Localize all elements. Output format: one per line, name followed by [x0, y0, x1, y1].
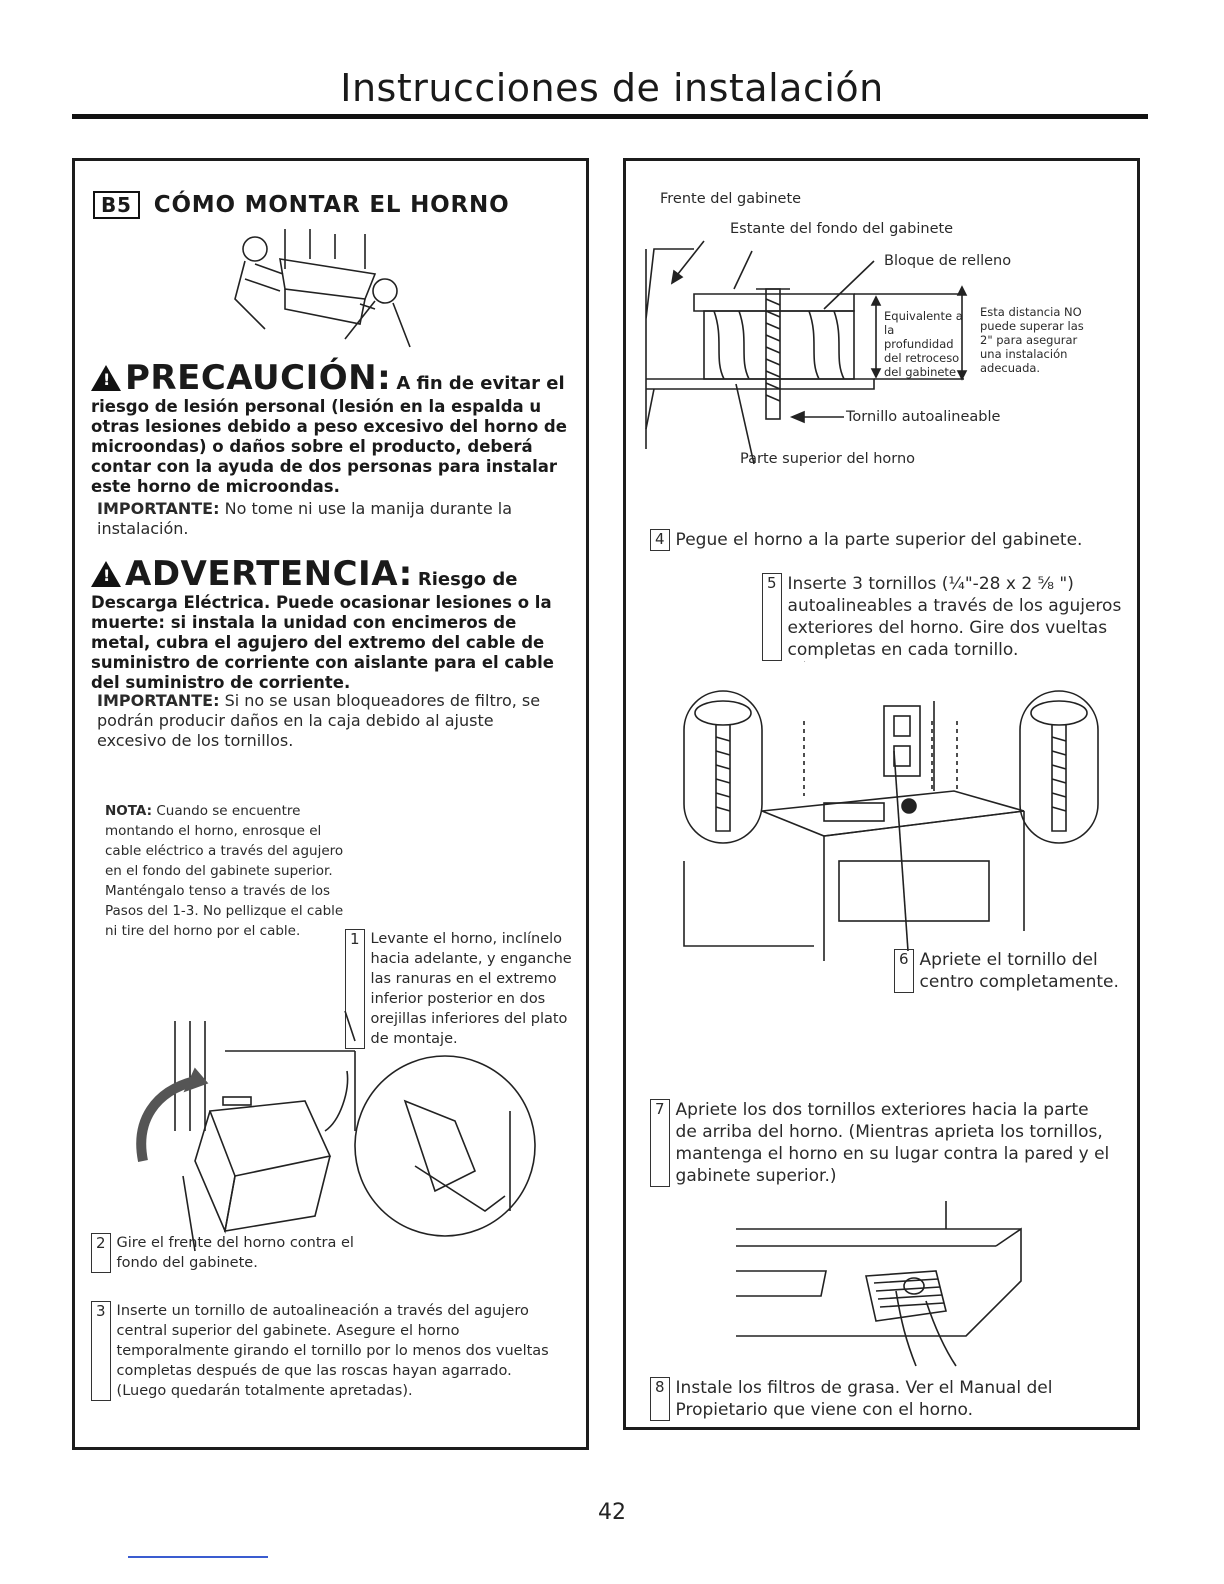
page-number: 42	[598, 1500, 626, 1525]
step-number: 3	[91, 1301, 111, 1401]
step-number: 7	[650, 1099, 670, 1187]
caution-title: PRECAUCIÓN:	[125, 358, 392, 398]
step-number: 1	[345, 929, 365, 1049]
important-text: No tome ni use la manija durante la instalación.	[97, 499, 513, 538]
step-text: Gire el frente del horno contra el fondo del gabinete.	[116, 1235, 354, 1271]
oven-tilt-illustration	[115, 1011, 585, 1271]
label-filler-block: Bloque de relleno	[884, 253, 1012, 269]
footer-link-underline[interactable]	[128, 1556, 268, 1558]
important-note-1	[97, 499, 567, 539]
step-3	[91, 1301, 561, 1401]
warning-block	[91, 555, 581, 693]
oven-screws-illustration	[664, 661, 1114, 961]
step-6	[894, 949, 1124, 993]
step-number: 2	[91, 1233, 111, 1273]
important-label: IMPORTANTE:	[97, 499, 220, 518]
important-text: Si no se usan bloqueadores de filtro, se podrán producir daños en la caja debido al ajuste excesivo de los tornillos.	[97, 691, 541, 750]
step-4	[650, 529, 1120, 551]
grease-filter-illustration	[726, 1201, 1026, 1371]
note-text: Cuando se encuentre montando el horno, enrosque el cable eléctrico a través del agujero en el fondo del gabinete superior. Manténgalo tenso a través de los Pasos del 1-3. No pellizque el cable ni tire del horno por el cable.	[105, 803, 344, 939]
section-title: CÓMO MONTAR EL HORNO	[153, 192, 510, 218]
note-label: NOTA:	[105, 803, 153, 819]
installation-note	[105, 801, 345, 941]
step-number: 6	[894, 949, 914, 993]
caution-lead: A fin de evitar el	[396, 373, 565, 394]
warning-title: ADVERTENCIA:	[125, 554, 413, 594]
step-2	[91, 1233, 391, 1273]
caution-warning-icon	[91, 365, 121, 391]
step-text: Inserte 3 tornillos (¼"-28 x 2 ⅝ ") autoalineables a través de los agujeros exteriores del horno. Gire dos vueltas completas en cada tornillo.	[787, 574, 1122, 660]
step-text: Apriete el tornillo del centro completamente.	[919, 950, 1119, 992]
step-number: 5	[762, 573, 782, 661]
label-equivalent-depth: Equivalente a la profundidad del retroceso del gabinete	[884, 309, 963, 379]
label-distance-note: Esta distancia NO puede superar las 2" para asegurar una instalación adecuada.	[980, 305, 1084, 375]
step-number: 4	[650, 529, 670, 551]
left-panel	[72, 158, 589, 1450]
warning-body: Descarga Eléctrica. Puede ocasionar lesiones o la muerte: si instala la unidad con encimeros de metal, cubra el agujero del extremo del cable de suministro de corriente con aislante para el cable del suministro de corriente.	[91, 593, 554, 692]
step-8	[650, 1377, 1110, 1421]
important-label: IMPORTANTE:	[97, 691, 220, 710]
step-text: Apriete los dos tornillos exteriores hacia la parte de arriba del horno. (Mientras aprieta los tornillos, mantenga el horno en su lugar contra la pared y el gabinete superior.)	[675, 1100, 1110, 1186]
page-title: Instrucciones de instalación	[340, 66, 884, 110]
right-panel	[623, 158, 1140, 1430]
section-heading	[93, 191, 509, 219]
two-person-lift-illustration	[225, 229, 415, 349]
step-7	[650, 1099, 1110, 1187]
step-5	[762, 573, 1122, 661]
caution-body: riesgo de lesión personal (lesión en la espalda u otras lesiones debido a peso excesivo del horno de microondas) o daños sobre el producto, deberá contar con la ayuda de dos personas para instalar este horno de microondas.	[91, 397, 567, 496]
title-rule	[72, 114, 1148, 119]
warning-icon	[91, 561, 121, 587]
important-note-2	[97, 691, 557, 751]
step-text: Pegue el horno a la parte superior del gabinete.	[675, 530, 1083, 550]
label-oven-top: Parte superior del horno	[740, 451, 916, 467]
step-text: Inserte un tornillo de autoalineación a través del agujero central superior del gabinete. Asegure el horno temporalmente girando el tornillo por lo menos dos vueltas completas después de que las roscas hayan agarrado. (Luego quedarán totalmente apretadas).	[116, 1303, 549, 1399]
step-text: Instale los filtros de grasa. Ver el Manual del Propietario que viene con el horno.	[675, 1378, 1053, 1420]
step-text: Levante el horno, inclínelo hacia adelante, y enganche las ranuras en el extremo inferior posterior en dos orejillas inferiores del plato de montaje.	[370, 931, 572, 1047]
label-self-aligning-screw: Tornillo autoalineable	[846, 409, 1001, 425]
caution-block	[91, 359, 581, 497]
step-number: 8	[650, 1377, 670, 1421]
label-cabinet-bottom-shelf: Estante del fondo del gabinete	[730, 221, 954, 237]
warning-lead: Riesgo de	[417, 569, 518, 590]
label-cabinet-front: Frente del gabinete	[660, 191, 802, 207]
section-number-badge: B5	[93, 191, 140, 219]
